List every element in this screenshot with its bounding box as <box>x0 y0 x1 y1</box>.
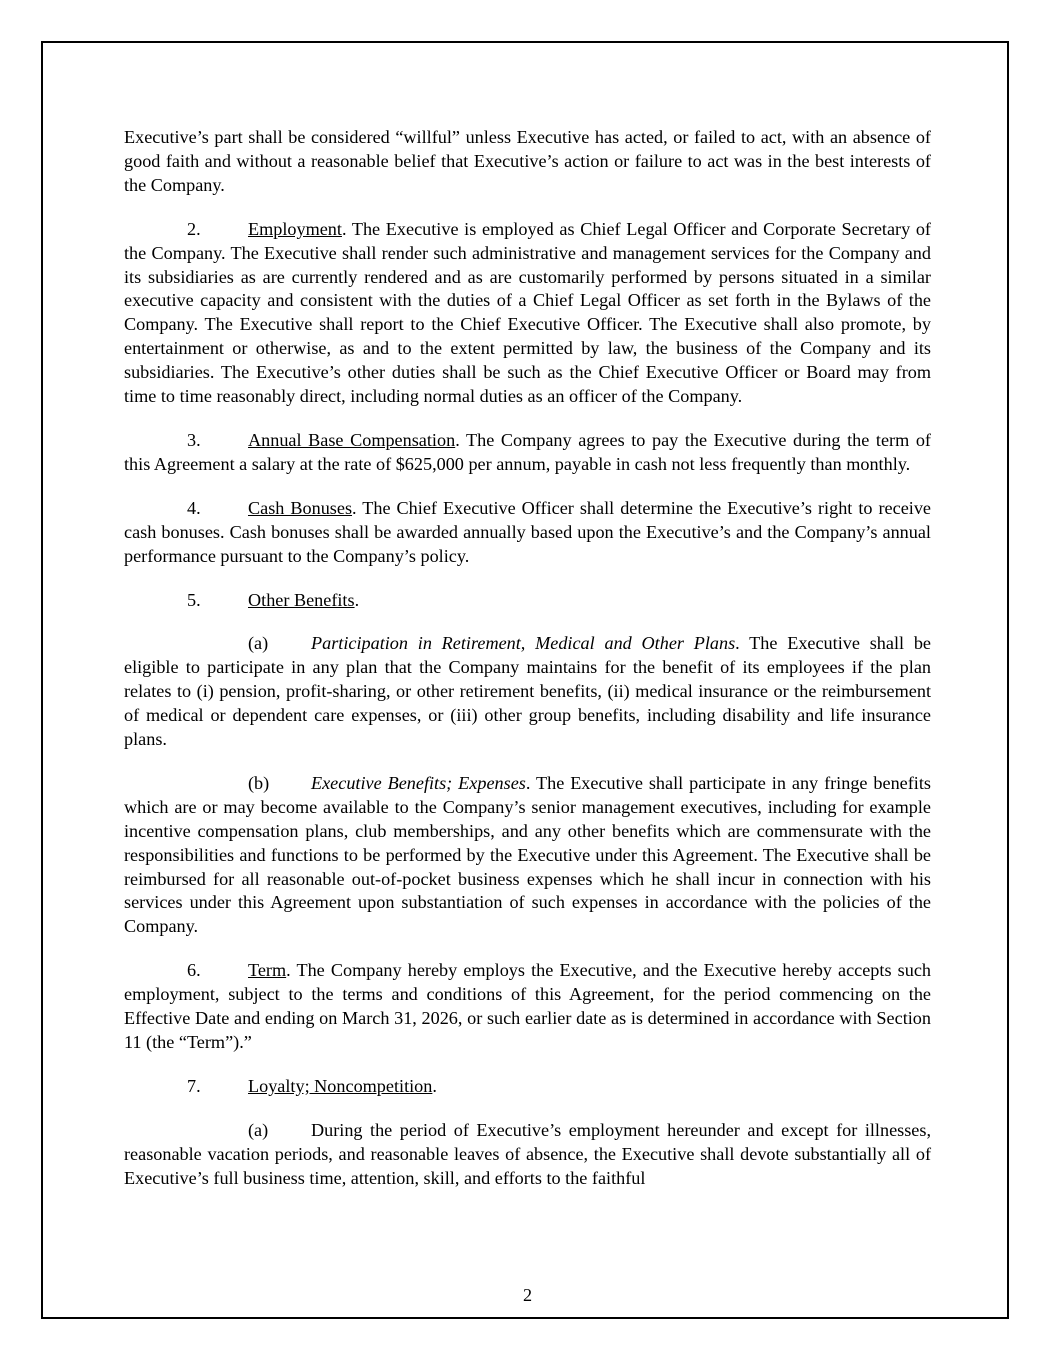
section-number: 3. <box>187 429 201 450</box>
section-text: The Company agrees to pay the Executive during the term of this Agreement a salary at the rate of $625,000 per annum, payable in cash not less frequently than monthly. <box>124 429 931 474</box>
subsection-text: During the period of Executive’s employment hereunder and except for illnesses, reasonable vacation periods, and reasonable leaves of absence, the Executive shall devote substantially all of Executive’s full business time, attention, skill, and efforts to the faithful <box>124 1119 931 1188</box>
section-heading: Employment <box>248 218 342 239</box>
section-4-cash-bonuses: 4. Cash Bonuses. The Chief Executive Officer shall determine the Executive’s right to receive cash bonuses. Cash bonuses shall be awarded annually based upon the Executive’s and the Company’s annual performance pursuant to the Company’s policy. <box>124 497 931 566</box>
subsection-text: The Executive shall be eligible to participate in any plan that the Company maintains for the benefit of its employees if the plan relates to (i) pension, profit-sharing, or other retirement benefits, (ii) medical insurance or the reimbursement of medical or dependent care expenses, or (iii) other group benefits, including disability and life insurance plans. <box>124 633 931 750</box>
section-text: The Chief Executive Officer shall determine the Executive’s right to receive cash bonuses. Cash bonuses shall be awarded annually based upon the Executive’s and the Company’s annual performance pursuant to the Company’s policy. <box>124 497 931 566</box>
subsection-text: The Executive shall participate in any fringe benefits which are or may become available to the Company’s senior management executives, including for example incentive compensation plans, club memberships, and any other benefits which are commensurate with the responsibilities and functions to be performed by the Executive under this Agreement. The Executive shall be reimbursed for all reasonable out-of-pocket business expenses which he shall incur in connection with his services under this Agreement upon substantiation of such expenses in accordance with the policies of the Company. <box>124 772 931 937</box>
section-6-term: 6. Term. The Company hereby employs the Executive, and the Executive hereby accepts such employment, subject to the terms and conditions of this Agreement, for the period commencing on the Effective Date and ending on March 31, 2026, or such earlier date as is determined in accordance with Section 11 (the “Term”).” <box>124 960 931 1052</box>
section-number: 2. <box>187 218 201 239</box>
section-2-employment: 2. Employment. The Executive is employed as Chief Legal Officer and Corporate Secretary of the Company. The Executive shall render such administrative and management services for the Company and its subsidiaries as are currently rendered and as are customarily performed by persons situated in a similar executive capacity and consistent with the duties of a Chief Legal Officer as set forth in the Bylaws of the Company. The Executive shall report to the Chief Executive Officer. The Executive shall also promote, by entertainment or otherwise, as and to the extent permitted by law, the business of the Company and its subsidiaries. The Executive’s other duties shall be such as the Chief Executive Officer or Board may from time to time reasonably direct, including normal duties as an officer of the Company. <box>124 218 931 407</box>
section-5a-retirement-plans: (a) Participation in Retirement, Medical and Other Plans. The Executive shall be eligible to participate in any plan that the Company maintains for the benefit of its employees if the plan relates to (i) pension, profit-sharing, or other retirement benefits, (ii) medical insurance or the reimbursement of medical or dependent care expenses, or (iii) other group benefits, including disability and life insurance plans. <box>124 633 931 750</box>
page-number: 2 <box>522 1285 533 1305</box>
section-heading: Annual Base Compensation <box>248 429 456 450</box>
section-number: 5. <box>187 589 201 610</box>
section-heading: Other Benefits <box>248 589 355 610</box>
section-7-loyalty: 7. Loyalty; Noncompetition. <box>124 1075 931 1099</box>
section-number: 4. <box>187 497 201 518</box>
section-3-base-compensation: 3. Annual Base Compensation. The Company agrees to pay the Executive during the term of this Agreement a salary at the rate of $625,000 per annum, payable in cash not less frequently than monthly. <box>124 429 931 474</box>
subsection-label: (a) <box>248 633 269 654</box>
section-7a-devotion <box>124 1119 931 1191</box>
section-heading: Loyalty; Noncompetition <box>248 1075 433 1096</box>
section-heading: Cash Bonuses <box>248 497 353 518</box>
section-number: 7. <box>187 1075 201 1096</box>
subsection-label: (b) <box>248 772 270 793</box>
section-5-other-benefits: 5. Other Benefits. <box>124 589 931 613</box>
section-5b-executive-benefits: (b) Executive Benefits; Expenses. The Executive shall participate in any fringe benefits which are or may become available to the Company’s senior management executives, including for example incentive compensation plans, club memberships, and any other benefits which are commensurate with the responsibilities and functions to be performed by the Executive under this Agreement. The Executive shall be reimbursed for all reasonable out-of-pocket business expenses which he shall incur in connection with his services under this Agreement upon substantiation of such expenses in accordance with the policies of the Company. <box>124 772 931 937</box>
section-number: 6. <box>187 960 201 981</box>
document-body <box>124 126 931 1211</box>
subsection-title: Participation in Retirement, Medical and Other Plans <box>311 633 736 654</box>
section-text: The Company hereby employs the Executive, and the Executive hereby accepts such employment, subject to the terms and conditions of this Agreement, for the period commencing on the Effective Date and ending on March 31, 2026, or such earlier date as is determined in accordance with Section 11 (the “Term”).” <box>124 960 931 1052</box>
subsection-title: Executive Benefits; Expenses <box>311 772 526 793</box>
subsection-label: (a) <box>248 1119 269 1140</box>
continuation-paragraph: Executive’s part shall be considered “willful” unless Executive has acted, or failed to act, with an absence of good faith and without a reasonable belief that Executive’s action or failure to act was in the best interests of the Company. <box>124 127 931 195</box>
section-heading: Term <box>248 960 287 981</box>
section-text: The Executive is employed as Chief Legal Officer and Corporate Secretary of the Company. The Executive shall render such administrative and management services for the Company and its subsidiaries as are currently rendered and as are customarily performed by persons situated in a similar executive capacity and consistent with the duties of a Chief Legal Officer as set forth in the Bylaws of the Company. The Executive shall report to the Chief Executive Officer. The Executive shall also promote, by entertainment or otherwise, as and to the extent permitted by law, the business of the Company and its subsidiaries. The Executive’s other duties shall be such as the Chief Executive Officer or Board may from time to time reasonably direct, including normal duties as an officer of the Company. <box>124 218 931 407</box>
